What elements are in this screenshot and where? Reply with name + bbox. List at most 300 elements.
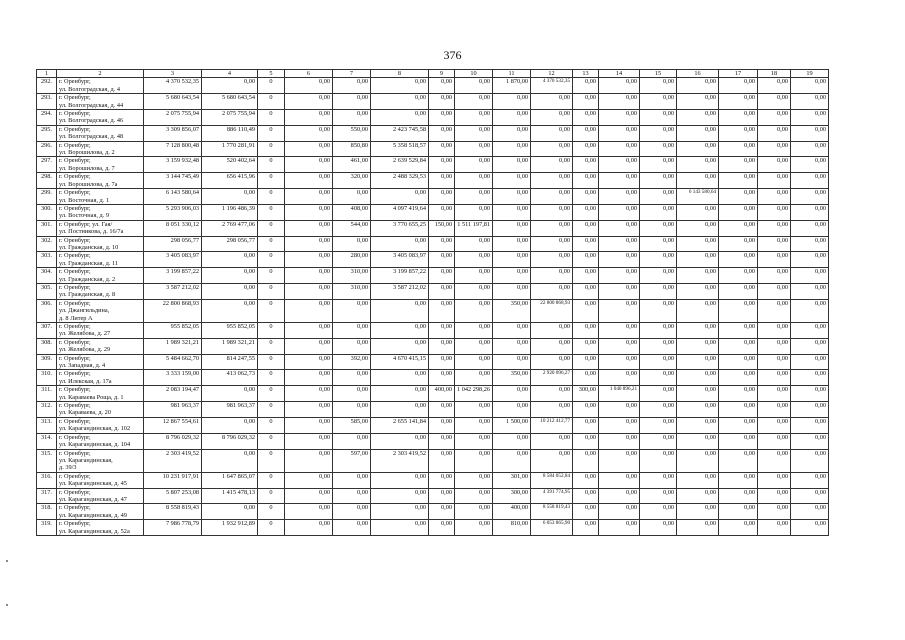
value-cell-col-18: 0,00 xyxy=(758,488,791,504)
value-cell-col-17: 0,00 xyxy=(719,520,758,536)
value-cell-col-4: 0,00 xyxy=(202,449,258,472)
value-cell-col-8: 5 358 518,57 xyxy=(371,141,429,157)
address-cell xyxy=(57,268,144,284)
column-header-3: 3 xyxy=(144,70,202,78)
value-cell-col-7: 585,00 xyxy=(333,417,371,433)
value-cell-col-3: 2 303 419,52 xyxy=(144,449,202,472)
value-cell-col-7: 0,00 xyxy=(333,94,371,110)
value-cell-col-11: 810,00 xyxy=(493,520,531,536)
value-cell-col-18: 0,00 xyxy=(758,157,791,173)
address-line: г. Оренбург, xyxy=(59,472,91,480)
value-cell-col-4: 0,00 xyxy=(202,252,258,268)
value-cell-col-9: 0,00 xyxy=(429,472,455,488)
row-number: 292. xyxy=(37,78,57,94)
value-cell-col-3: 5 484 662,70 xyxy=(144,354,202,370)
value-cell-col-18: 0,00 xyxy=(758,110,791,126)
address-cell xyxy=(57,354,144,370)
value-cell-col-11: 0,00 xyxy=(493,173,531,189)
row-number: 315. xyxy=(37,449,57,472)
value-cell-col-19: 0,00 xyxy=(791,173,829,189)
value-cell-col-15: 0,00 xyxy=(640,417,677,433)
value-cell-col-9: 150,00 xyxy=(429,220,455,236)
value-cell-col-8: 0,00 xyxy=(371,94,429,110)
value-cell-col-16: 0,00 xyxy=(677,268,719,284)
value-cell-col-19: 0,00 xyxy=(791,157,829,173)
value-cell-col-3: 6 143 580,64 xyxy=(144,189,202,205)
value-cell-col-12: 10 212 412,77 xyxy=(531,417,573,433)
value-cell-col-19: 0,00 xyxy=(791,338,829,354)
value-cell-col-3: 2 075 755,94 xyxy=(144,110,202,126)
value-cell-col-16: 0,00 xyxy=(677,236,719,252)
value-cell-col-6: 0,00 xyxy=(285,449,333,472)
value-cell-col-15: 0,00 xyxy=(640,157,677,173)
value-cell-col-12: 0,00 xyxy=(531,189,573,205)
address-line: ул. Гражданская, д. 2 xyxy=(59,275,116,283)
value-cell-col-8: 3 199 857,22 xyxy=(371,268,429,284)
value-cell-col-12: 0,00 xyxy=(531,220,573,236)
address-cell xyxy=(57,299,144,322)
column-header-1: 1 xyxy=(37,70,57,78)
value-cell-col-10: 0,00 xyxy=(455,402,493,418)
address-cell xyxy=(57,338,144,354)
margin-mark xyxy=(6,604,8,606)
value-cell-col-13: 0,00 xyxy=(573,520,599,536)
table-row xyxy=(37,125,829,141)
address-line: ул. Карагандинская, д. 45 xyxy=(59,480,127,488)
value-cell-col-5: 0 xyxy=(258,157,285,173)
value-cell-col-18: 0,00 xyxy=(758,472,791,488)
value-cell-col-3: 3 309 856,07 xyxy=(144,125,202,141)
value-cell-col-4: 0,00 xyxy=(202,417,258,433)
value-cell-col-15: 0,00 xyxy=(640,402,677,418)
value-cell-col-8: 0,00 xyxy=(371,504,429,520)
value-cell-col-12: 0,00 xyxy=(531,338,573,354)
value-cell-col-3: 10 231 917,91 xyxy=(144,472,202,488)
value-cell-col-4: 5 680 643,54 xyxy=(202,94,258,110)
value-cell-col-10: 0,00 xyxy=(455,488,493,504)
table-row xyxy=(37,323,829,339)
value-cell-col-11: 0,00 xyxy=(493,220,531,236)
value-cell-col-10: 0,00 xyxy=(455,449,493,472)
value-cell-col-5: 0 xyxy=(258,236,285,252)
value-cell-col-11: 0,00 xyxy=(493,323,531,339)
address-line: г. Оренбург, xyxy=(59,141,91,149)
value-cell-col-9: 0,00 xyxy=(429,520,455,536)
column-header-18: 18 xyxy=(758,70,791,78)
address-line: ул. Ворошилова, д. 7 xyxy=(59,164,115,172)
address-cell xyxy=(57,141,144,157)
value-cell-col-8: 0,00 xyxy=(371,386,429,402)
value-cell-col-11: 350,00 xyxy=(493,299,531,322)
value-cell-col-9: 0,00 xyxy=(429,252,455,268)
address-cell xyxy=(57,110,144,126)
address-line: г. Оренбург, xyxy=(59,252,91,260)
value-cell-col-14: 1 040 896,21 xyxy=(599,386,640,402)
row-number: 293. xyxy=(37,94,57,110)
value-cell-col-16: 0,00 xyxy=(677,94,719,110)
value-cell-col-14: 0,00 xyxy=(599,370,640,386)
table-row xyxy=(37,299,829,322)
address-line: ул. Карагандинская, д. 104 xyxy=(59,441,131,449)
value-cell-col-13: 0,00 xyxy=(573,488,599,504)
value-cell-col-19: 0,00 xyxy=(791,472,829,488)
table-row xyxy=(37,189,829,205)
value-cell-col-15: 0,00 xyxy=(640,520,677,536)
value-cell-col-14: 0,00 xyxy=(599,283,640,299)
value-cell-col-11: 0,00 xyxy=(493,433,531,449)
table-row xyxy=(37,110,829,126)
row-number: 300. xyxy=(37,204,57,220)
value-cell-col-18: 0,00 xyxy=(758,433,791,449)
value-cell-col-18: 0,00 xyxy=(758,323,791,339)
value-cell-col-16: 0,00 xyxy=(677,78,719,94)
value-cell-col-9: 0,00 xyxy=(429,125,455,141)
value-cell-col-4: 886 110,49 xyxy=(202,125,258,141)
table-row xyxy=(37,386,829,402)
column-header-10: 10 xyxy=(455,70,493,78)
value-cell-col-10: 0,00 xyxy=(455,283,493,299)
value-cell-col-15: 0,00 xyxy=(640,449,677,472)
value-cell-col-11: 0,00 xyxy=(493,386,531,402)
value-cell-col-19: 0,00 xyxy=(791,204,829,220)
value-cell-col-6: 0,00 xyxy=(285,173,333,189)
value-cell-col-12: 2 920 096,27 xyxy=(531,370,573,386)
value-cell-col-13: 0,00 xyxy=(573,125,599,141)
address-line: г. Оренбург, xyxy=(59,402,91,410)
value-cell-col-13: 0,00 xyxy=(573,236,599,252)
address-line: ул. Западная, д. 4 xyxy=(59,362,106,370)
value-cell-col-6: 0,00 xyxy=(285,78,333,94)
table-row xyxy=(37,402,829,418)
table-row xyxy=(37,504,829,520)
address-cell xyxy=(57,504,144,520)
table-row xyxy=(37,417,829,433)
value-cell-col-7: 850,80 xyxy=(333,141,371,157)
value-cell-col-13: 0,00 xyxy=(573,370,599,386)
table-row xyxy=(37,433,829,449)
value-cell-col-8: 0,00 xyxy=(371,433,429,449)
value-cell-col-10: 0,00 xyxy=(455,520,493,536)
value-cell-col-12: 8 558 819,43 xyxy=(531,504,573,520)
value-cell-col-14: 0,00 xyxy=(599,488,640,504)
table-row xyxy=(37,268,829,284)
value-cell-col-13: 0,00 xyxy=(573,402,599,418)
value-cell-col-3: 3 144 745,49 xyxy=(144,173,202,189)
value-cell-col-19: 0,00 xyxy=(791,236,829,252)
value-cell-col-11: 350,00 xyxy=(493,370,531,386)
value-cell-col-4: 1 415 478,13 xyxy=(202,488,258,504)
value-cell-col-3: 7 128 800,48 xyxy=(144,141,202,157)
value-cell-col-17: 0,00 xyxy=(719,252,758,268)
address-line: г. Оренбург, xyxy=(59,173,91,181)
value-cell-col-4: 1 647 865,07 xyxy=(202,472,258,488)
value-cell-col-16: 0,00 xyxy=(677,252,719,268)
table-row xyxy=(37,370,829,386)
value-cell-col-13: 0,00 xyxy=(573,189,599,205)
value-cell-col-18: 0,00 xyxy=(758,520,791,536)
value-cell-col-3: 22 800 868,93 xyxy=(144,299,202,322)
row-number: 301. xyxy=(37,220,57,236)
value-cell-col-16: 0,00 xyxy=(677,433,719,449)
row-number: 307. xyxy=(37,323,57,339)
value-cell-col-17: 0,00 xyxy=(719,433,758,449)
value-cell-col-12: 8 584 052,84 xyxy=(531,472,573,488)
value-cell-col-8: 0,00 xyxy=(371,338,429,354)
value-cell-col-18: 0,00 xyxy=(758,354,791,370)
value-cell-col-15: 0,00 xyxy=(640,78,677,94)
value-cell-col-17: 0,00 xyxy=(719,94,758,110)
address-cell xyxy=(57,125,144,141)
value-cell-col-6: 0,00 xyxy=(285,157,333,173)
value-cell-col-16: 0,00 xyxy=(677,386,719,402)
value-cell-col-18: 0,00 xyxy=(758,141,791,157)
value-cell-col-16: 0,00 xyxy=(677,402,719,418)
value-cell-col-19: 0,00 xyxy=(791,433,829,449)
value-cell-col-4: 955 852,05 xyxy=(202,323,258,339)
value-cell-col-6: 0,00 xyxy=(285,94,333,110)
value-cell-col-18: 0,00 xyxy=(758,220,791,236)
value-cell-col-16: 0,00 xyxy=(677,472,719,488)
address-line: г. Оренбург, xyxy=(59,449,91,457)
value-cell-col-14: 0,00 xyxy=(599,472,640,488)
value-cell-col-5: 0 xyxy=(258,354,285,370)
value-cell-col-13: 0,00 xyxy=(573,157,599,173)
value-cell-col-11: 0,00 xyxy=(493,236,531,252)
value-cell-col-18: 0,00 xyxy=(758,78,791,94)
value-cell-col-19: 0,00 xyxy=(791,189,829,205)
address-line: ул. Гражданская, д. 10 xyxy=(59,243,119,251)
value-cell-col-17: 0,00 xyxy=(719,504,758,520)
value-cell-col-12: 4 370 532,35 xyxy=(531,78,573,94)
value-cell-col-15: 0,00 xyxy=(640,189,677,205)
value-cell-col-6: 0,00 xyxy=(285,520,333,536)
value-cell-col-4: 1 932 912,89 xyxy=(202,520,258,536)
table-row xyxy=(37,449,829,472)
value-cell-col-18: 0,00 xyxy=(758,236,791,252)
value-cell-col-16: 0,00 xyxy=(677,141,719,157)
address-line: ул. Караваева, д. 20 xyxy=(59,409,111,417)
value-cell-col-6: 0,00 xyxy=(285,252,333,268)
value-cell-col-15: 0,00 xyxy=(640,488,677,504)
value-cell-col-14: 0,00 xyxy=(599,157,640,173)
value-cell-col-8: 0,00 xyxy=(371,520,429,536)
value-cell-col-4: 2 769 477,06 xyxy=(202,220,258,236)
value-cell-col-9: 0,00 xyxy=(429,157,455,173)
row-number: 314. xyxy=(37,433,57,449)
column-header-14: 14 xyxy=(599,70,640,78)
header-row xyxy=(37,70,829,78)
value-cell-col-12: 0,00 xyxy=(531,268,573,284)
table-body xyxy=(37,78,829,536)
value-cell-col-16: 0,00 xyxy=(677,323,719,339)
value-cell-col-5: 0 xyxy=(258,386,285,402)
value-cell-col-17: 0,00 xyxy=(719,173,758,189)
row-number: 316. xyxy=(37,472,57,488)
value-cell-col-17: 0,00 xyxy=(719,110,758,126)
value-cell-col-18: 0,00 xyxy=(758,417,791,433)
value-cell-col-6: 0,00 xyxy=(285,402,333,418)
value-cell-col-16: 0,00 xyxy=(677,220,719,236)
value-cell-col-8: 0,00 xyxy=(371,402,429,418)
value-cell-col-13: 0,00 xyxy=(573,354,599,370)
value-cell-col-6: 0,00 xyxy=(285,268,333,284)
value-cell-col-18: 0,00 xyxy=(758,189,791,205)
value-cell-col-13: 0,00 xyxy=(573,472,599,488)
value-cell-col-14: 0,00 xyxy=(599,141,640,157)
value-cell-col-17: 0,00 xyxy=(719,488,758,504)
value-cell-col-8: 0,00 xyxy=(371,189,429,205)
value-cell-col-18: 0,00 xyxy=(758,504,791,520)
value-cell-col-12: 0,00 xyxy=(531,125,573,141)
value-cell-col-5: 0 xyxy=(258,125,285,141)
value-cell-col-9: 400,00 xyxy=(429,386,455,402)
value-cell-col-17: 0,00 xyxy=(719,189,758,205)
address-line: г. Оренбург, xyxy=(59,370,91,378)
value-cell-col-19: 0,00 xyxy=(791,141,829,157)
value-cell-col-11: 1 500,00 xyxy=(493,417,531,433)
value-cell-col-18: 0,00 xyxy=(758,299,791,322)
value-cell-col-16: 0,00 xyxy=(677,520,719,536)
value-cell-col-13: 0,00 xyxy=(573,110,599,126)
value-cell-col-17: 0,00 xyxy=(719,370,758,386)
value-cell-col-17: 0,00 xyxy=(719,402,758,418)
value-cell-col-7: 0,00 xyxy=(333,402,371,418)
value-cell-col-14: 0,00 xyxy=(599,433,640,449)
value-cell-col-6: 0,00 xyxy=(285,110,333,126)
value-cell-col-11: 0,00 xyxy=(493,268,531,284)
value-cell-col-16: 0,00 xyxy=(677,354,719,370)
value-cell-col-10: 0,00 xyxy=(455,370,493,386)
value-cell-col-5: 0 xyxy=(258,283,285,299)
address-cell xyxy=(57,323,144,339)
value-cell-col-14: 0,00 xyxy=(599,94,640,110)
address-line: г. Оренбург, xyxy=(59,323,91,330)
value-cell-col-6: 0,00 xyxy=(285,220,333,236)
row-number: 313. xyxy=(37,417,57,433)
table-row xyxy=(37,252,829,268)
column-header-5: 5 xyxy=(258,70,285,78)
value-cell-col-4: 656 415,96 xyxy=(202,173,258,189)
value-cell-col-7: 310,00 xyxy=(333,283,371,299)
value-cell-col-4: 298 056,77 xyxy=(202,236,258,252)
value-cell-col-7: 0,00 xyxy=(333,110,371,126)
address-line: г. Оренбург, xyxy=(59,338,91,346)
value-cell-col-13: 0,00 xyxy=(573,78,599,94)
value-cell-col-14: 0,00 xyxy=(599,236,640,252)
address-line: г. Оренбург, xyxy=(59,236,91,244)
value-cell-col-7: 408,00 xyxy=(333,204,371,220)
value-cell-col-9: 0,00 xyxy=(429,236,455,252)
value-cell-col-17: 0,00 xyxy=(719,338,758,354)
value-cell-col-12: 0,00 xyxy=(531,354,573,370)
address-line: г. Оренбург, xyxy=(59,520,91,528)
value-cell-col-8: 2 639 529,84 xyxy=(371,157,429,173)
value-cell-col-5: 0 xyxy=(258,323,285,339)
address-cell xyxy=(57,173,144,189)
value-cell-col-19: 0,00 xyxy=(791,94,829,110)
value-cell-col-14: 0,00 xyxy=(599,189,640,205)
value-cell-col-10: 0,00 xyxy=(455,236,493,252)
value-cell-col-6: 0,00 xyxy=(285,236,333,252)
value-cell-col-3: 3 333 159,00 xyxy=(144,370,202,386)
value-cell-col-6: 0,00 xyxy=(285,141,333,157)
address-line: г. Оренбург, xyxy=(59,189,91,197)
value-cell-col-3: 981 963,37 xyxy=(144,402,202,418)
value-cell-col-17: 0,00 xyxy=(719,386,758,402)
value-cell-col-7: 0,00 xyxy=(333,236,371,252)
value-cell-col-14: 0,00 xyxy=(599,323,640,339)
address-line: ул. Гражданская, д. 11 xyxy=(59,259,119,267)
address-line: г. Оренбург, xyxy=(59,504,91,512)
value-cell-col-3: 3 405 083,97 xyxy=(144,252,202,268)
value-cell-col-7: 0,00 xyxy=(333,299,371,322)
value-cell-col-11: 1 870,00 xyxy=(493,78,531,94)
value-cell-col-18: 0,00 xyxy=(758,173,791,189)
value-cell-col-12: 0,00 xyxy=(531,94,573,110)
value-cell-col-8: 2 303 419,52 xyxy=(371,449,429,472)
value-cell-col-10: 0,00 xyxy=(455,204,493,220)
value-cell-col-5: 0 xyxy=(258,472,285,488)
value-cell-col-17: 0,00 xyxy=(719,417,758,433)
value-cell-col-3: 5 680 643,54 xyxy=(144,94,202,110)
value-cell-col-5: 0 xyxy=(258,110,285,126)
table-row xyxy=(37,354,829,370)
address-line: ул. Илекская, д. 17а xyxy=(59,377,112,385)
address-cell xyxy=(57,236,144,252)
value-cell-col-13: 0,00 xyxy=(573,299,599,322)
value-cell-col-14: 0,00 xyxy=(599,110,640,126)
row-number: 304. xyxy=(37,268,57,284)
value-cell-col-16: 0,00 xyxy=(677,157,719,173)
address-cell xyxy=(57,189,144,205)
value-cell-col-14: 0,00 xyxy=(599,252,640,268)
value-cell-col-7: 0,00 xyxy=(333,189,371,205)
value-cell-col-3: 5 293 906,03 xyxy=(144,204,202,220)
address-line: ул. Ворошилова, д. 2 xyxy=(59,149,115,157)
address-cell xyxy=(57,220,144,236)
value-cell-col-11: 0,00 xyxy=(493,402,531,418)
value-cell-col-15: 0,00 xyxy=(640,220,677,236)
value-cell-col-11: 0,00 xyxy=(493,252,531,268)
value-cell-col-17: 0,00 xyxy=(719,283,758,299)
value-cell-col-17: 0,00 xyxy=(719,268,758,284)
value-cell-col-12: 0,00 xyxy=(531,110,573,126)
value-cell-col-15: 0,00 xyxy=(640,433,677,449)
column-header-12: 12 xyxy=(531,70,573,78)
address-line: ул. Гражданская, д. 8 xyxy=(59,291,116,299)
value-cell-col-3: 298 056,77 xyxy=(144,236,202,252)
value-cell-col-9: 0,00 xyxy=(429,173,455,189)
value-cell-col-17: 0,00 xyxy=(719,323,758,339)
value-cell-col-8: 4 097 419,64 xyxy=(371,204,429,220)
value-cell-col-7: 392,00 xyxy=(333,354,371,370)
value-cell-col-11: 0,00 xyxy=(493,449,531,472)
address-line: ул. Караваева Роща, д. 1 xyxy=(59,393,124,401)
value-cell-col-4: 1 770 281,91 xyxy=(202,141,258,157)
value-cell-col-3: 1 989 321,21 xyxy=(144,338,202,354)
table-row xyxy=(37,488,829,504)
address-line: ул. Карагандинская, д. 52а xyxy=(59,527,130,535)
value-cell-col-13: 0,00 xyxy=(573,338,599,354)
page-number: 376 xyxy=(443,48,462,62)
value-cell-col-11: 300,00 xyxy=(493,488,531,504)
value-cell-col-14: 0,00 xyxy=(599,125,640,141)
column-header-8: 8 xyxy=(371,70,429,78)
value-cell-col-3: 3 587 212,02 xyxy=(144,283,202,299)
value-cell-col-7: 0,00 xyxy=(333,338,371,354)
value-cell-col-13: 0,00 xyxy=(573,220,599,236)
value-cell-col-6: 0,00 xyxy=(285,204,333,220)
